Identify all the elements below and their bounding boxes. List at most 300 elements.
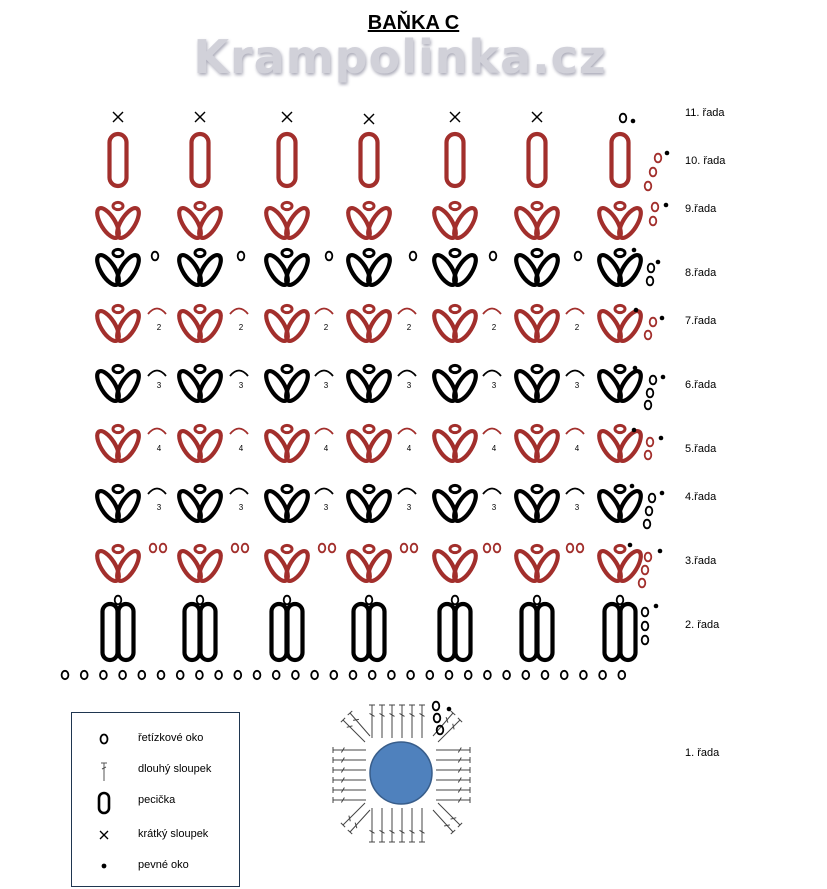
chain-stitch-icon xyxy=(642,622,649,631)
bobble-icon xyxy=(279,134,296,186)
cluster-stitch-icon xyxy=(512,485,562,524)
legend-row-slip-stitch xyxy=(72,856,241,876)
chain-arc-icon xyxy=(566,309,584,315)
double-crochet-icon xyxy=(399,808,405,842)
double-crochet-icon xyxy=(438,803,462,827)
top-loop xyxy=(364,425,374,432)
chain-stitch-icon xyxy=(647,389,654,398)
slip-stitch-icon xyxy=(630,484,635,489)
watermark: Krampolinka.cz xyxy=(193,30,607,84)
chain-stitch-icon xyxy=(484,671,491,679)
top-loop xyxy=(615,485,625,492)
chain-count-label: 4 xyxy=(238,444,244,453)
top-loop xyxy=(615,249,625,256)
chain-arc-icon xyxy=(398,371,416,377)
top-loop xyxy=(113,365,123,372)
double-crochet-icon xyxy=(341,718,365,742)
top-loop xyxy=(450,545,460,552)
chain-stitch-icon xyxy=(642,608,649,617)
row-label-3: 3.řada xyxy=(685,555,717,567)
cluster-stitch-icon xyxy=(512,249,562,288)
chain-stitch-icon xyxy=(407,671,414,679)
cluster-stitch-icon xyxy=(430,249,480,288)
double-bobble-icon xyxy=(185,596,216,660)
stitch-post xyxy=(438,720,460,742)
chain-stitch-icon xyxy=(215,671,222,679)
chain-arc-icon xyxy=(315,371,333,377)
chain-stitch-icon xyxy=(350,671,357,679)
slip-stitch-icon xyxy=(94,856,114,876)
bobble-icon xyxy=(621,604,636,660)
chain-arc-icon xyxy=(230,429,248,435)
chain-count-label: 3 xyxy=(406,381,412,390)
double-crochet-icon xyxy=(348,711,370,736)
top-loop xyxy=(450,202,460,209)
chain-arc-icon xyxy=(230,309,248,315)
chain-stitch-icon xyxy=(311,671,318,679)
cluster-stitch-icon xyxy=(175,249,225,288)
top-loop xyxy=(195,305,205,312)
top-loop xyxy=(113,305,123,312)
chain-stitch-icon xyxy=(234,671,241,679)
legend-row-bobble xyxy=(72,791,241,811)
chain-stitch-icon xyxy=(650,376,657,385)
chain-count-label: 2 xyxy=(156,323,162,332)
chain-stitch-icon xyxy=(617,596,624,605)
top-loop xyxy=(615,365,625,372)
single-crochet-icon xyxy=(532,112,542,122)
chain-stitch-icon xyxy=(254,671,261,679)
chain-arc-icon xyxy=(566,489,584,495)
cluster-stitch-icon xyxy=(430,365,480,404)
stitch-post xyxy=(350,810,370,832)
double-crochet-icon xyxy=(333,767,366,773)
chain-stitch-icon xyxy=(434,714,441,723)
chain-stitch-icon xyxy=(639,579,646,588)
chain-count-label: 3 xyxy=(238,381,244,390)
chain-stitch-icon xyxy=(645,331,652,340)
cluster-stitch-icon xyxy=(175,425,225,464)
slip-stitch-icon xyxy=(660,316,665,321)
slip-stitch-icon xyxy=(634,308,639,313)
stitch-post xyxy=(350,713,370,736)
chain-stitch-icon xyxy=(650,168,657,177)
slip-stitch-icon xyxy=(447,707,452,712)
bobble-icon xyxy=(288,604,303,660)
double-crochet-icon xyxy=(433,810,455,834)
stitch-post xyxy=(343,720,365,742)
top-loop xyxy=(615,545,625,552)
cluster-stitch-icon xyxy=(262,545,312,584)
chain-stitch-icon xyxy=(618,671,625,679)
cluster-stitch-icon xyxy=(595,202,645,241)
double-bobble-icon xyxy=(440,596,471,660)
single-crochet-icon xyxy=(195,112,205,122)
chain-arc-icon xyxy=(483,489,501,495)
chain-stitch-icon xyxy=(561,671,568,679)
top-loop xyxy=(195,365,205,372)
chain-stitch-icon xyxy=(645,401,652,410)
chain-stitch-icon xyxy=(494,544,501,553)
stitch-bar xyxy=(444,825,450,826)
cluster-stitch-icon xyxy=(175,202,225,241)
double-crochet-icon xyxy=(379,705,385,738)
chain-stitch-icon xyxy=(330,671,337,679)
double-bobble-icon xyxy=(272,596,303,660)
top-loop xyxy=(113,249,123,256)
legend-label-bobble: pecička xyxy=(138,794,176,806)
cluster-stitch-icon xyxy=(430,545,480,584)
chain-stitch-icon xyxy=(152,252,159,261)
double-crochet-icon xyxy=(389,705,395,738)
double-crochet-icon xyxy=(94,760,114,784)
chain-count-label: 4 xyxy=(156,444,162,453)
chain-stitch-icon xyxy=(522,671,529,679)
double-crochet-icon xyxy=(419,705,425,738)
top-loop xyxy=(364,202,374,209)
top-loop xyxy=(364,365,374,372)
row-label-2: 2. řada xyxy=(685,619,720,631)
cluster-stitch-icon xyxy=(93,545,143,584)
top-loop xyxy=(195,545,205,552)
legend-label-chain: řetízkové oko xyxy=(138,732,204,744)
chain-count-label: 2 xyxy=(491,323,497,332)
top-loop xyxy=(282,425,292,432)
chain-stitch-icon xyxy=(292,671,299,679)
stitch-post xyxy=(433,810,453,832)
chain-stitch-icon xyxy=(62,671,69,679)
chain-arc-icon xyxy=(230,371,248,377)
chain-arc-icon xyxy=(566,371,584,377)
cluster-stitch-icon xyxy=(595,249,645,288)
top-loop xyxy=(532,425,542,432)
chain-stitch-icon xyxy=(490,252,497,261)
bobble-icon xyxy=(440,604,455,660)
chain-stitch-icon xyxy=(503,671,510,679)
top-loop xyxy=(450,249,460,256)
double-crochet-icon xyxy=(389,808,395,842)
double-bobble-icon xyxy=(522,596,553,660)
cluster-stitch-icon xyxy=(512,425,562,464)
double-crochet-icon xyxy=(436,797,470,803)
chain-arc-icon xyxy=(315,309,333,315)
chain-stitch-icon xyxy=(401,544,408,553)
cluster-stitch-icon xyxy=(595,545,645,584)
chain-count-label: 3 xyxy=(406,503,412,512)
chain-stitch-icon xyxy=(329,544,336,553)
legend-label-slip-stitch: pevné oko xyxy=(138,859,189,871)
bobble-icon xyxy=(538,604,553,660)
chain-stitch-icon xyxy=(158,671,165,679)
chain-stitch-icon xyxy=(642,636,649,645)
chain-arc-icon xyxy=(483,309,501,315)
chain-count-label: 4 xyxy=(323,444,329,453)
chain-arc-icon xyxy=(566,429,584,435)
chain-stitch-icon xyxy=(411,544,418,553)
chain-stitch-icon xyxy=(150,544,157,553)
chain-stitch-icon xyxy=(273,671,280,679)
chain-stitch-icon xyxy=(366,596,373,605)
bobble-icon xyxy=(522,604,537,660)
chain-count-label: 2 xyxy=(238,323,244,332)
double-crochet-icon xyxy=(379,808,385,842)
chain-stitch-icon xyxy=(652,203,659,212)
chain-count-label: 3 xyxy=(156,381,162,390)
page-title: BAŇKA C xyxy=(367,12,460,34)
slip-stitch-icon xyxy=(656,260,661,265)
chain-arc-icon xyxy=(483,429,501,435)
cluster-stitch-icon xyxy=(430,485,480,524)
slip-stitch-icon xyxy=(631,119,636,124)
cluster-stitch-icon xyxy=(430,425,480,464)
legend-label-double-crochet: dlouhý sloupek xyxy=(138,763,212,775)
cluster-stitch-icon xyxy=(93,485,143,524)
top-loop xyxy=(282,249,292,256)
top-loop xyxy=(195,485,205,492)
cluster-stitch-icon xyxy=(175,485,225,524)
bobble-icon xyxy=(201,604,216,660)
legend-row-single-crochet xyxy=(72,825,241,845)
top-loop xyxy=(532,305,542,312)
chain-stitch-icon xyxy=(94,729,114,749)
cluster-stitch-icon xyxy=(344,485,394,524)
top-loop xyxy=(615,202,625,209)
single-crochet-icon xyxy=(94,825,114,845)
cluster-stitch-icon xyxy=(262,249,312,288)
chain-count-label: 4 xyxy=(406,444,412,453)
cluster-stitch-icon xyxy=(262,485,312,524)
chain-stitch-icon xyxy=(242,544,249,553)
cluster-stitch-icon xyxy=(93,202,143,241)
slip-stitch-icon xyxy=(633,366,638,371)
single-crochet-icon xyxy=(364,114,374,124)
slip-stitch-icon xyxy=(654,604,659,609)
cluster-stitch-icon xyxy=(175,545,225,584)
double-bobble-icon xyxy=(605,596,636,660)
chain-stitch-icon xyxy=(650,318,657,327)
top-loop xyxy=(532,365,542,372)
chain-stitch-icon xyxy=(196,671,203,679)
row-label-9: 9.řada xyxy=(685,203,717,215)
slip-stitch-icon xyxy=(632,248,637,253)
double-crochet-icon xyxy=(341,803,365,827)
chain-stitch-icon xyxy=(138,671,145,679)
double-crochet-icon xyxy=(333,777,366,783)
double-bobble-icon xyxy=(354,596,385,660)
chain-arc-icon xyxy=(483,371,501,377)
cluster-stitch-icon xyxy=(344,545,394,584)
top-loop xyxy=(195,202,205,209)
chain-arc-icon xyxy=(315,429,333,435)
chain-count-label: 3 xyxy=(323,503,329,512)
cluster-stitch-icon xyxy=(595,365,645,404)
double-crochet-icon xyxy=(369,705,375,738)
chain-stitch-icon xyxy=(446,671,453,679)
double-crochet-icon xyxy=(399,705,405,738)
chain-stitch-icon xyxy=(433,702,440,711)
chain-stitch-icon xyxy=(649,494,656,503)
chain-arc-icon xyxy=(315,489,333,495)
row-label-7: 7.řada xyxy=(685,315,717,327)
legend-label-single-crochet: krátký sloupek xyxy=(138,828,209,840)
chain-stitch-icon xyxy=(197,596,204,605)
bobble-icon xyxy=(370,604,385,660)
chain-stitch-icon xyxy=(177,671,184,679)
chain-stitch-icon xyxy=(119,671,126,679)
double-crochet-icon xyxy=(436,757,470,763)
chain-arc-icon xyxy=(398,309,416,315)
top-loop xyxy=(450,365,460,372)
chain-arc-icon xyxy=(148,371,166,377)
chain-arc-icon xyxy=(148,429,166,435)
slip-stitch-icon xyxy=(658,549,663,554)
chain-stitch-icon xyxy=(238,252,245,261)
bobble-icon xyxy=(354,604,369,660)
bobble-icon xyxy=(119,604,134,660)
chain-arc-icon xyxy=(230,489,248,495)
chain-stitch-icon xyxy=(410,252,417,261)
cluster-stitch-icon xyxy=(344,249,394,288)
chain-stitch-icon xyxy=(369,671,376,679)
chain-arc-icon xyxy=(398,489,416,495)
bobble-icon xyxy=(447,134,464,186)
chain-stitch-icon xyxy=(645,553,652,562)
chain-stitch-icon xyxy=(100,671,107,679)
cluster-stitch-icon xyxy=(344,202,394,241)
cluster-stitch-icon xyxy=(512,305,562,344)
chain-stitch-icon xyxy=(567,544,574,553)
top-loop xyxy=(364,305,374,312)
chain-stitch-icon xyxy=(647,277,654,286)
chain-count-label: 3 xyxy=(238,503,244,512)
chain-stitch-icon xyxy=(599,671,606,679)
bobble-icon xyxy=(529,134,546,186)
row-label-4: 4.řada xyxy=(685,491,717,503)
top-loop xyxy=(113,485,123,492)
legend-row-chain xyxy=(72,729,241,749)
top-loop xyxy=(282,485,292,492)
top-loop xyxy=(450,305,460,312)
chain-count-label: 2 xyxy=(323,323,329,332)
double-bobble-icon xyxy=(103,596,134,660)
chain-stitch-icon xyxy=(645,182,652,191)
chain-stitch-icon xyxy=(452,596,459,605)
row-label-1: 1. řada xyxy=(685,747,720,759)
cluster-stitch-icon xyxy=(262,305,312,344)
cluster-stitch-icon xyxy=(93,365,143,404)
chain-count-label: 3 xyxy=(574,381,580,390)
chain-stitch-icon xyxy=(644,520,651,529)
row-label-11: 11. řada xyxy=(685,107,725,119)
top-loop xyxy=(113,202,123,209)
bobble-icon xyxy=(272,604,287,660)
cluster-stitch-icon xyxy=(93,425,143,464)
cluster-stitch-icon xyxy=(512,365,562,404)
bobble-icon xyxy=(103,604,118,660)
chain-count-label: 2 xyxy=(574,323,580,332)
chain-count-label: 3 xyxy=(491,503,497,512)
cluster-stitch-icon xyxy=(344,365,394,404)
top-loop xyxy=(364,545,374,552)
top-loop xyxy=(364,249,374,256)
chain-stitch-icon xyxy=(580,671,587,679)
double-crochet-icon xyxy=(369,808,375,842)
chain-stitch-icon xyxy=(655,154,662,163)
chain-count-label: 3 xyxy=(156,503,162,512)
double-crochet-icon xyxy=(438,718,462,742)
top-loop xyxy=(532,202,542,209)
cluster-stitch-icon xyxy=(175,365,225,404)
single-crochet-icon xyxy=(113,112,123,122)
top-loop xyxy=(282,365,292,372)
stitch-post xyxy=(438,803,460,825)
stitch-bar xyxy=(347,726,353,727)
cluster-stitch-icon xyxy=(344,305,394,344)
chain-stitch-icon xyxy=(648,264,655,273)
chain-stitch-icon xyxy=(388,671,395,679)
chain-stitch-icon xyxy=(465,671,472,679)
bobble-icon xyxy=(110,134,127,186)
chain-stitch-icon xyxy=(647,438,654,447)
chain-stitch-icon xyxy=(575,252,582,261)
top-loop xyxy=(282,545,292,552)
single-crochet-icon xyxy=(450,112,460,122)
bobble-icon xyxy=(192,134,209,186)
top-loop xyxy=(615,305,625,312)
top-loop xyxy=(195,425,205,432)
chain-stitch-icon xyxy=(81,671,88,679)
chain-stitch-icon xyxy=(645,451,652,460)
chain-stitch-icon xyxy=(426,671,433,679)
chain-stitch-icon xyxy=(319,544,326,553)
double-crochet-icon xyxy=(333,747,366,753)
chain-stitch-icon xyxy=(326,252,333,261)
top-loop xyxy=(282,305,292,312)
row-label-8: 8.řada xyxy=(685,267,717,279)
cluster-stitch-icon xyxy=(262,365,312,404)
slip-stitch-icon xyxy=(632,428,637,433)
row-label-10: 10. řada xyxy=(685,155,726,167)
slip-stitch-icon xyxy=(660,491,665,496)
cluster-stitch-icon xyxy=(93,249,143,288)
chain-stitch-icon xyxy=(542,671,549,679)
cluster-stitch-icon xyxy=(262,202,312,241)
double-crochet-icon xyxy=(348,810,370,834)
chain-count-label: 3 xyxy=(491,381,497,390)
bobble-icon xyxy=(361,134,378,186)
double-crochet-icon xyxy=(409,705,415,738)
double-crochet-icon xyxy=(333,797,366,803)
double-crochet-icon xyxy=(419,808,425,842)
chain-count-label: 3 xyxy=(323,381,329,390)
chain-stitch-icon xyxy=(160,544,167,553)
legend-row-double-crochet xyxy=(72,760,241,780)
stitch-post xyxy=(343,803,365,825)
row-label-5: 5.řada xyxy=(685,443,717,455)
slip-stitch-icon xyxy=(664,203,669,208)
cluster-stitch-icon xyxy=(93,305,143,344)
chain-stitch-icon xyxy=(642,566,649,575)
top-loop xyxy=(113,545,123,552)
single-crochet-icon xyxy=(282,112,292,122)
top-loop xyxy=(282,202,292,209)
top-loop xyxy=(450,425,460,432)
chain-stitch-icon xyxy=(646,507,653,516)
chain-count-label: 4 xyxy=(574,444,580,453)
chain-stitch-icon xyxy=(284,596,291,605)
chain-stitch-icon xyxy=(577,544,584,553)
top-loop xyxy=(615,425,625,432)
